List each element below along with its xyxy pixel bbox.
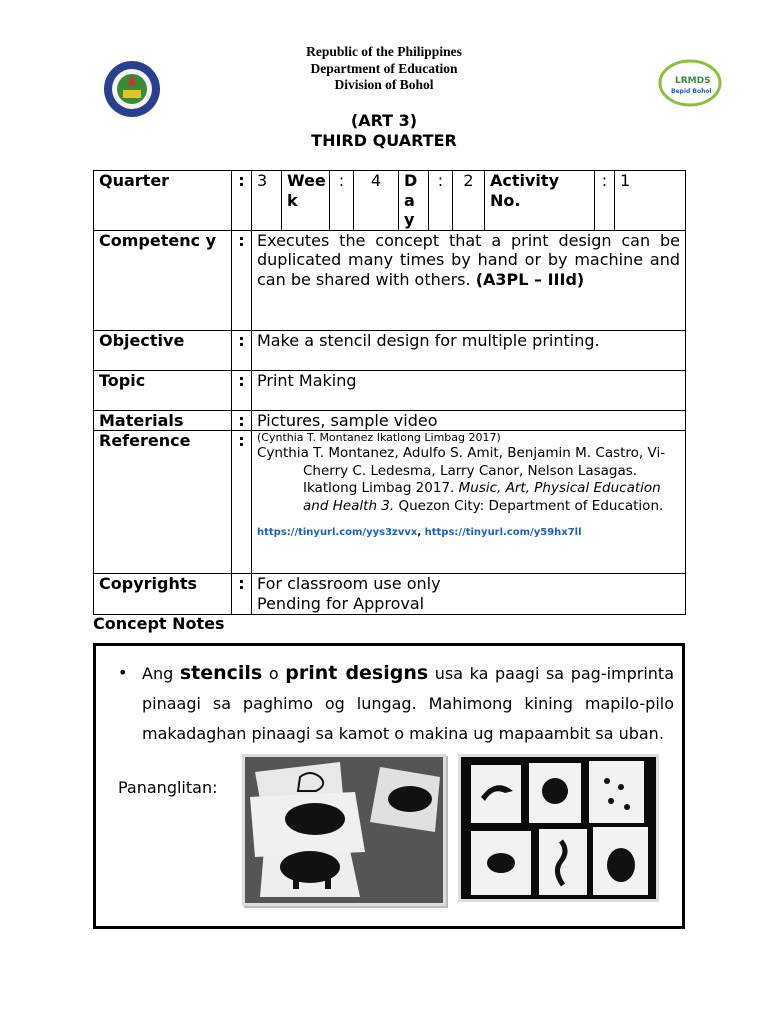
day-value: 2 <box>453 171 485 231</box>
bullet-symbol: • <box>118 663 128 682</box>
example-label: Pananglitan: <box>118 778 221 797</box>
colon: : <box>232 431 252 574</box>
concept-print-designs: print designs <box>285 662 429 684</box>
reference-short: (Cynthia T. Montanez Ikatlong Limbag 2017) <box>257 431 501 444</box>
header-line-division: Division of Bohol <box>334 77 434 92</box>
stencil-animals-photo <box>458 754 659 902</box>
objective-label: Objective <box>94 330 232 370</box>
copyrights-cell <box>252 574 686 615</box>
table-row-topic <box>94 370 686 410</box>
objective-text: Make a stencil design for multiple printing. <box>252 330 686 370</box>
lrmds-logo-subtext: Bepid Bohol <box>671 88 712 95</box>
concept-text <box>142 658 674 749</box>
concept-rest: usa ka paagi sa pag-imprinta pinaagi sa paghimo og lungag. Mahimong kining mapilo-pilo makadaghan pinaagi sa kamot o makina ug mapaambit sa uban. <box>142 664 675 743</box>
activity-value: 1 <box>615 171 686 231</box>
header-line-department: Department of Education <box>310 60 458 76</box>
colon: : <box>232 171 252 231</box>
subject-label: (ART 3) <box>350 111 418 130</box>
reference-links <box>257 523 680 543</box>
concept-o: o <box>268 664 279 683</box>
colon: : <box>429 171 453 231</box>
colon: : <box>330 171 354 231</box>
week-label: Wee k <box>282 171 330 231</box>
reference-authors: Cynthia T. Montanez, Adulfo S. Amit, Benjamin M. Castro, Vi-Cherry C. Ledesma, Larry Canor, Nelson Lasagas. Ikatlong Limbag 2017. <box>257 445 666 496</box>
week-value: 4 <box>354 171 399 231</box>
quarter-value: 3 <box>252 171 282 231</box>
colon: : <box>232 370 252 410</box>
reference-title: Music, Art, Physical Education and Health 3. <box>303 480 661 514</box>
stencil-elephants-photo <box>242 754 446 906</box>
copyrights-label: Copyrights <box>94 574 232 615</box>
materials-text: Pictures, sample video <box>252 410 686 431</box>
reference-label: Reference <box>94 431 232 574</box>
reference-link-1[interactable]: https://tinyurl.com/yys3zvvx <box>257 527 418 538</box>
table-row-objective <box>94 330 686 370</box>
concept-notes-title: Concept Notes <box>93 614 225 633</box>
reference-citation <box>257 445 680 515</box>
activity-label: Activity No. <box>485 171 595 231</box>
colon: : <box>595 171 615 231</box>
animal-stencils-image <box>461 757 656 899</box>
subject-title <box>0 111 768 151</box>
topic-text: Print Making <box>252 370 686 410</box>
quarter-title: THIRD QUARTER <box>311 131 457 150</box>
copyrights-line-1: For classroom use only <box>257 574 441 593</box>
lesson-info-table <box>93 170 686 615</box>
concept-ang: Ang <box>142 664 174 683</box>
colon: : <box>232 410 252 431</box>
table-row-materials <box>94 410 686 431</box>
topic-label: Topic <box>94 370 232 410</box>
lrmds-logo-text: LRMDS <box>675 76 711 86</box>
colon: : <box>232 330 252 370</box>
table-row-quarter <box>94 171 686 231</box>
lrmds-logo <box>657 58 723 108</box>
reference-cell <box>252 431 686 574</box>
deped-seal-logo <box>103 60 161 118</box>
competency-code: (A3PL – IIId) <box>475 269 585 289</box>
link-separator: , <box>417 527 425 538</box>
concept-notes-box <box>93 643 685 929</box>
reference-publisher: Quezon City: Department of Education. <box>398 497 664 514</box>
competency-cell <box>252 230 686 330</box>
table-row-reference <box>94 431 686 574</box>
header-line-republic: Republic of the Philippines <box>306 44 462 59</box>
concept-bullet <box>118 658 674 749</box>
table-row-copyrights <box>94 574 686 615</box>
concept-stencils: stencils <box>179 662 263 684</box>
competency-label: Competenc y <box>94 230 232 330</box>
table-row-competency <box>94 230 686 330</box>
competency-text: Executes the concept that a print design can be duplicated many times by hand or by machine and can be shared with others. <box>257 230 680 289</box>
copyrights-line-2: Pending for Approval <box>257 593 425 613</box>
reference-link-2[interactable]: https://tinyurl.com/y59hx7ll <box>424 527 582 538</box>
colon: : <box>232 574 252 615</box>
elephant-stencil-image <box>245 757 443 903</box>
materials-label: Materials <box>94 410 232 431</box>
quarter-label: Quarter <box>94 171 232 231</box>
day-label: Da y <box>399 171 429 231</box>
colon: : <box>232 230 252 330</box>
